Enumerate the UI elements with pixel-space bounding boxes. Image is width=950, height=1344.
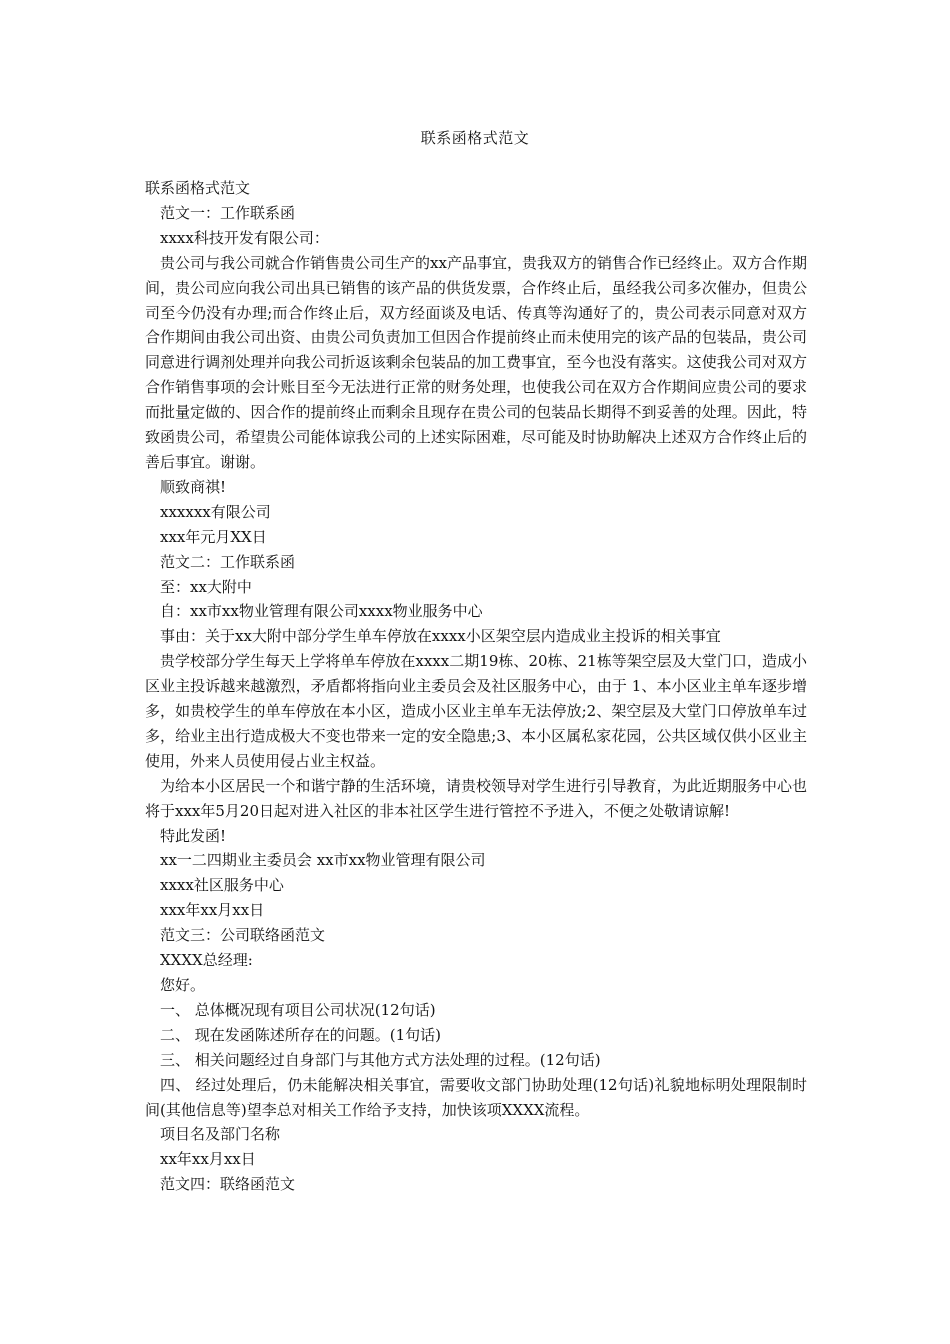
section-title-sample-3: 范文三：公司联络函范文 [160,926,326,945]
body-paragraph: 为给本小区居民一个和谐宁静的生活环境，请贵校领导对学生进行引导教育，为此近期服务中心也将于xxx年5月20日起对进入社区的非本社区学生进行管控不予进入，不便之处敬请谅解! [145,776,807,820]
signature-line: 项目名及部门名称 [160,1125,281,1144]
body-paragraph: 贵公司与我公司就合作销售贵公司生产的xx产品事宜，贵我双方的销售合作已经终止。双方合作期间，贵公司应向我公司出具已销售的该产品的供货发票，合作终止后，虽经我公司多次催办，但贵公司至今仍没有办理;而合作终止后，双方经面谈及电话、传真等沟通好了的，贵公司表示同意对双方合作期间由我公司出资、由贵公司负责加工但因合作提前终止而未使用完的该产品的包装品，贵公司同意进行调剂处理并向我公司折返该剩余包装品的加工费事宜，至今也没有落实。这使我公司对双方合作销售事项的会计账目至今无法进行正常的财务处理，也使我公司在双方合作期间应贵公司的要求而批量定做的、因合作的提前终止而剩余且现存在贵公司的包装品长期得不到妥善的处理。因此，特致函贵公司，希望贵公司能体谅我公司的上述实际困难，尽可能及时协助解决上述双方合作终止后的善后事宜。谢谢。 [145,253,807,471]
section-title-sample-2: 范文二：工作联系函 [160,552,296,571]
heading-paragraph: 联系函格式范文 [145,179,251,197]
date-line: xxx年xx月xx日 [160,901,265,920]
closing-line: 顺致商祺! [160,477,227,496]
addressee-line: XXXX总经理: [160,951,253,970]
body-paragraph: 贵学校部分学生每天上学将单车停放在xxxx二期19栋、20栋、21栋等架空层及大堂门口，造成小区业主投诉越来越激烈，矛盾都将指向业主委员会及社区服务中心，由于 1、本小区业主单车逐步增多，如贵校学生的单车停放在本小区，造成小区业主单车无法停放;2、架空层及大堂门口停放单车过多，给业主出行造成极大不变也带来一定的安全隐患;3、本小区属私家花园，公共区域仅供小区业主使用，外来人员使用侵占业主权益。 [145,652,807,770]
section-title-sample-4: 范文四：联络函范文 [160,1175,296,1194]
list-item: 二、 现在发函陈述所存在的问题。(1句话) [160,1025,442,1044]
list-item: 三、 相关问题经过自身部门与其他方式方法处理的过程。(12句话) [160,1050,601,1069]
list-item: 四、 经过处理后，仍未能解决相关事宜，需要收文部门协助处理(12句话)礼貌地标明处理限制时间(其他信息等)望李总对相关工作给予支持，加快该项XXXX流程。 [145,1075,807,1119]
signature-line: xxxxxx有限公司 [160,502,271,521]
list-item: 一、 总体概况现有项目公司状况(12句话) [160,1000,436,1019]
signature-line: xxxx社区服务中心 [160,876,284,895]
date-line: xx年xx月xx日 [160,1150,256,1169]
greeting-line: 您好。 [160,976,206,994]
section-title-sample-1: 范文一：工作联系函 [160,203,296,222]
subject-line: 事由：关于xx大附中部分学生单车停放在xxxx小区架空层内造成业主投诉的相关事宜 [160,627,721,646]
document-title: 联系函格式范文 [420,129,530,147]
document-body [145,176,807,1197]
addressee-line: xxxx科技开发有限公司： [160,228,329,247]
closing-line: 特此发函! [160,826,227,845]
date-line: xxx年元月XX日 [160,527,267,546]
to-line: 至：xx大附中 [160,577,252,596]
from-line: 自：xx市xx物业管理有限公司xxxx物业服务中心 [160,602,483,621]
signature-line: xx一二四期业主委员会 xx市xx物业管理有限公司 [160,851,486,870]
